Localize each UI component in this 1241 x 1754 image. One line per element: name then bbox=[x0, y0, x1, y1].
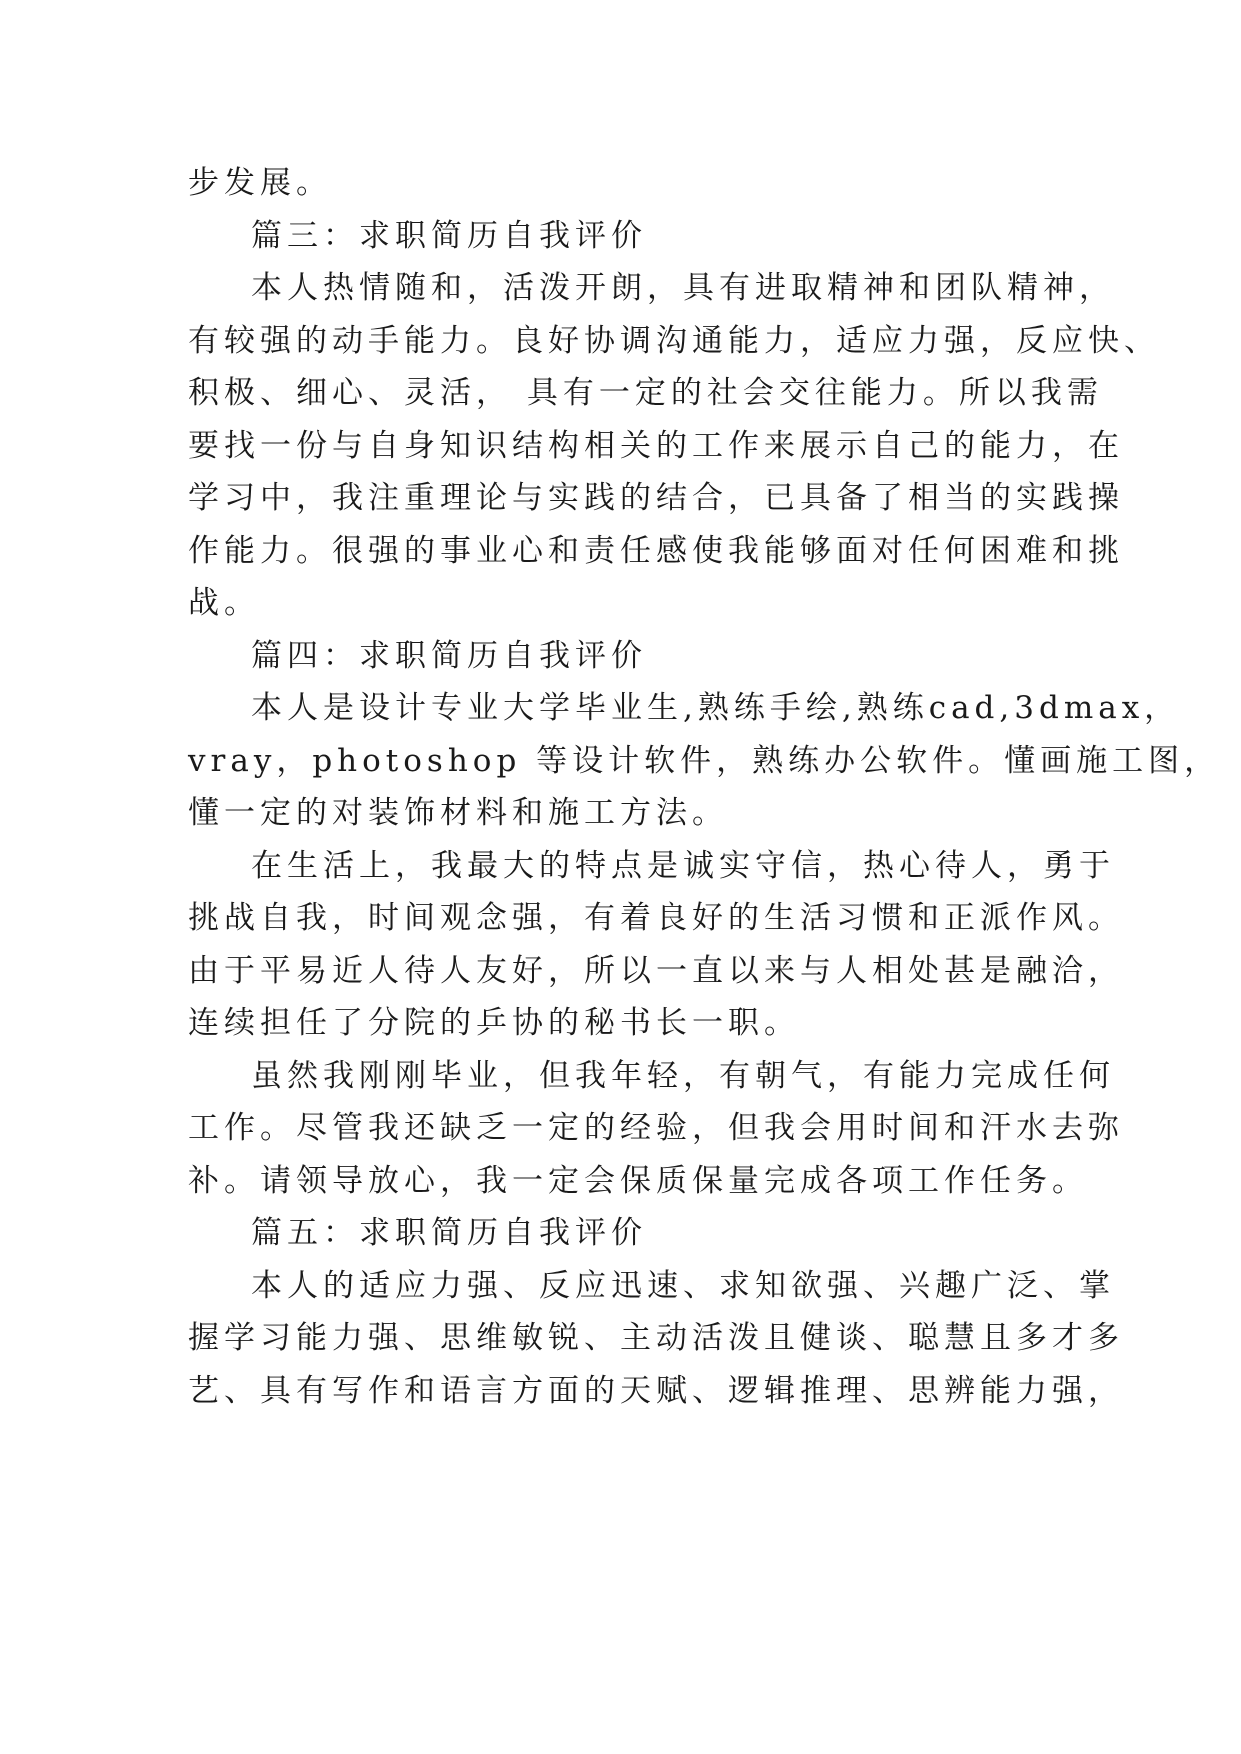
text-line: 步发展。 bbox=[188, 165, 332, 201]
text-line: 作能力。很强的事业心和责任感使我能够面对任何困难和挑 bbox=[188, 532, 1124, 569]
section-heading-4: 篇四：求职简历自我评价 bbox=[251, 637, 647, 674]
text-line: 握学习能力强、思维敏锐、主动活泼且健谈、聪慧且多才多 bbox=[188, 1320, 1124, 1356]
text-line: vray，photoshop 等设计软件，熟练办公软件。懂画施工图， bbox=[188, 742, 1221, 779]
text-line: 由于平易近人待人友好，所以一直以来与人相处甚是融洽， bbox=[188, 952, 1124, 989]
text-line: 本人热情随和，活泼开朗，具有进取精神和团队精神， bbox=[251, 270, 1115, 306]
text-line: 要找一份与自身知识结构相关的工作来展示自己的能力，在 bbox=[188, 427, 1124, 464]
section-heading-5: 篇五：求职简历自我评价 bbox=[251, 1215, 647, 1251]
document-body bbox=[188, 157, 1221, 1417]
text-line: 挑战自我，时间观念强，有着良好的生活习惯和正派作风。 bbox=[188, 900, 1124, 936]
text-line: 本人是设计专业大学毕业生,熟练手绘,熟练cad,3dmax， bbox=[251, 690, 1181, 726]
section-heading-3: 篇三：求职简历自我评价 bbox=[251, 217, 647, 254]
text-line: 工作。尽管我还缺乏一定的经验，但我会用时间和汗水去弥 bbox=[188, 1110, 1124, 1146]
text-line: 在生活上，我最大的特点是诚实守信，热心待人，勇于 bbox=[251, 847, 1115, 884]
text-line: 学习中，我注重理论与实践的结合，已具备了相当的实践操 bbox=[188, 480, 1124, 516]
text-line: 战。 bbox=[188, 585, 260, 621]
text-line: 虽然我刚刚毕业，但我年轻，有朝气，有能力完成任何 bbox=[251, 1057, 1115, 1094]
text-line: 本人的适应力强、反应迅速、求知欲强、兴趣广泛、掌 bbox=[251, 1267, 1115, 1304]
text-line: 积极、细心、灵活， 具有一定的社会交往能力。所以我需 bbox=[188, 375, 1103, 411]
text-line: 补。请领导放心，我一定会保质保量完成各项工作任务。 bbox=[188, 1162, 1088, 1199]
text-line: 懂一定的对装饰材料和施工方法。 bbox=[188, 795, 728, 831]
text-line: 艺、具有写作和语言方面的天赋、逻辑推理、思辨能力强， bbox=[188, 1372, 1124, 1409]
text-line: 有较强的动手能力。良好协调沟通能力，适应力强，反应快、 bbox=[188, 322, 1160, 359]
text-line: 连续担任了分院的乒协的秘书长一职。 bbox=[188, 1005, 800, 1041]
